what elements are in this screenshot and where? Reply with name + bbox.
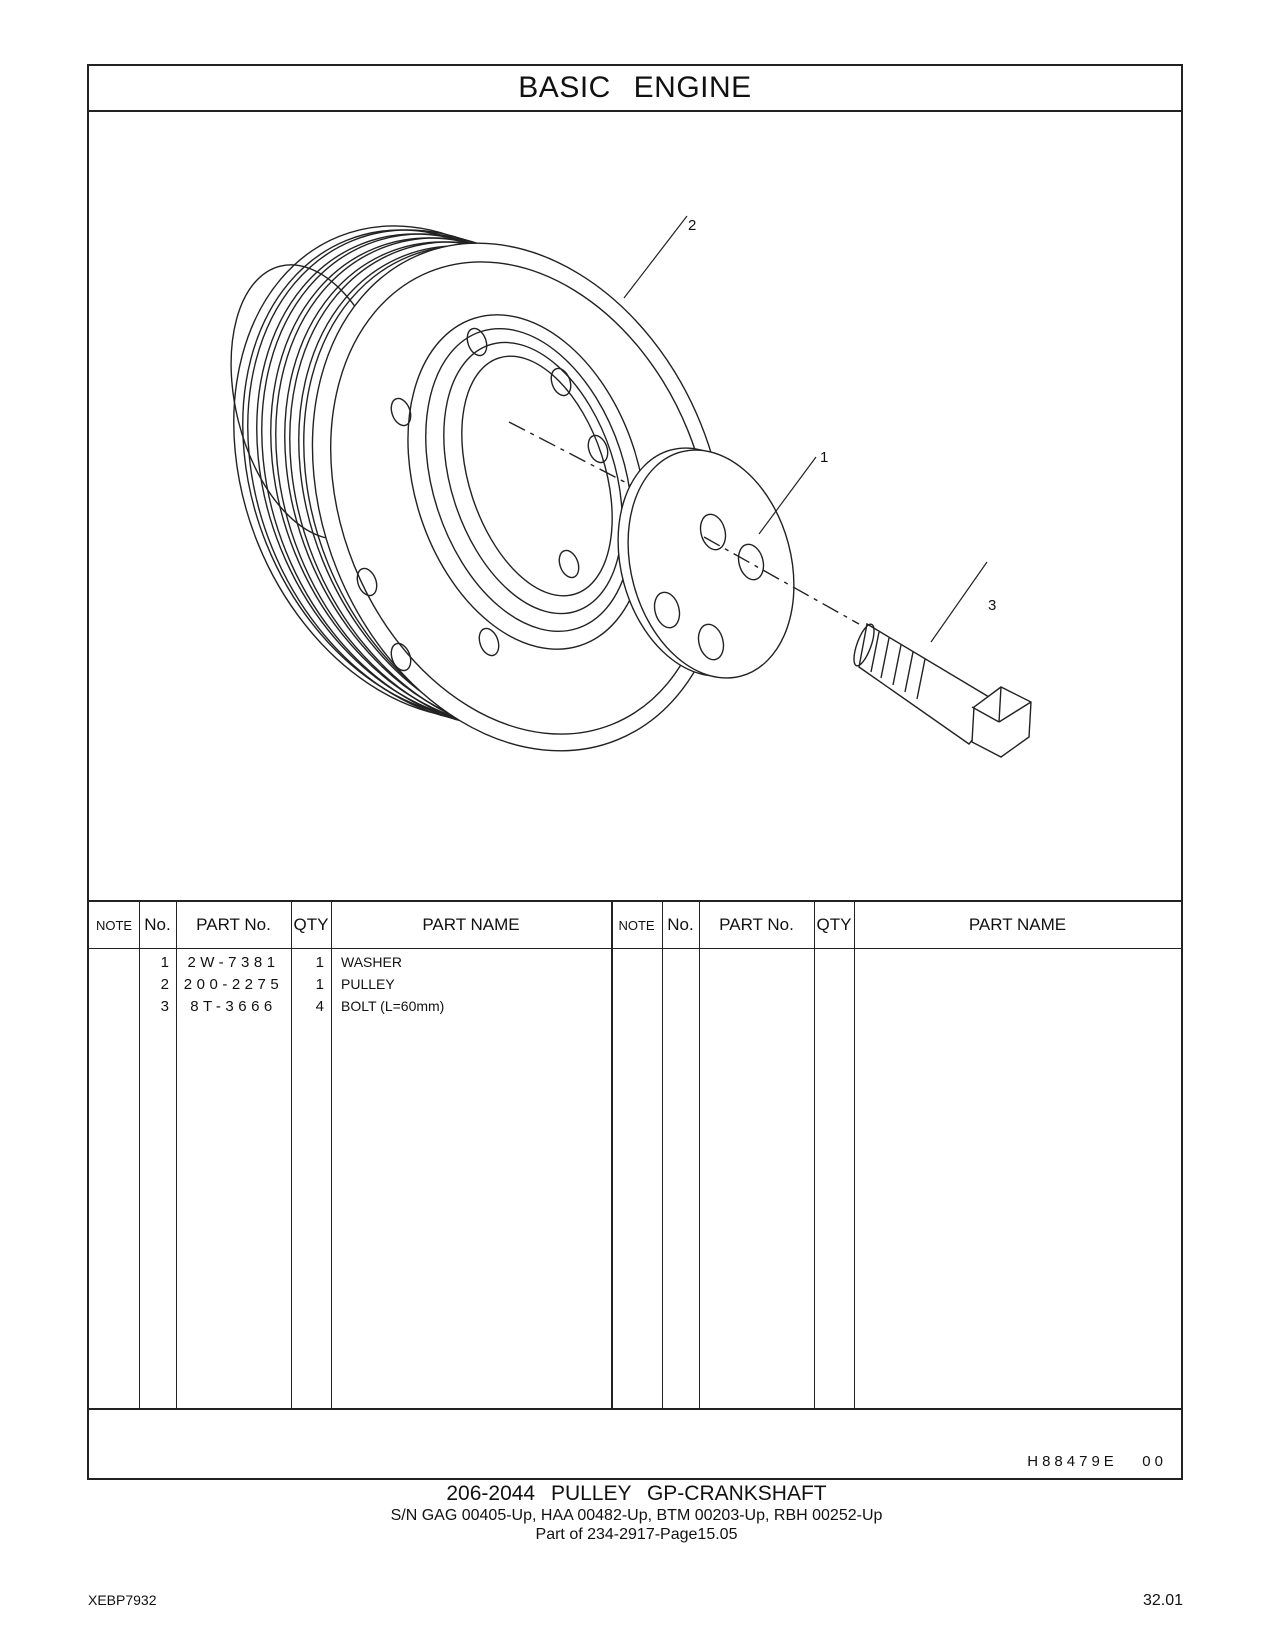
page-number: 32.01 — [1142, 1592, 1183, 1609]
col-note: NOTE — [95, 917, 133, 933]
illustration-code: H88479E 00 — [1027, 1453, 1167, 1470]
col-part-name-right: PART NAME — [968, 915, 1067, 934]
row-2-part-name: PULLEY — [341, 976, 395, 992]
document-id: XEBP7932 — [88, 1592, 157, 1608]
col-part-no: PART No. — [196, 915, 271, 934]
col-divider — [814, 902, 815, 1408]
row-2-qty: 1 — [315, 976, 324, 993]
callout-1: 1 — [820, 449, 829, 466]
row-3-part-no: 8T-3666 — [190, 998, 277, 1015]
col-divider — [699, 902, 700, 1408]
header-divider — [89, 948, 1181, 949]
row-3-qty: 4 — [315, 998, 324, 1015]
col-part-no-right: PART No. — [719, 915, 794, 934]
col-qty: QTY — [293, 915, 329, 934]
caption-title: 206-2044 PULLEY GP-CRANKSHAFT — [446, 1482, 827, 1505]
section-title: BASIC ENGINE — [89, 66, 1181, 112]
callout-3: 3 — [988, 597, 997, 614]
col-note-right: NOTE — [618, 917, 655, 933]
col-divider — [331, 902, 332, 1408]
page-frame — [87, 64, 1183, 1480]
row-3-part-name: BOLT (L=60mm) — [341, 998, 445, 1014]
bolt-drawing — [850, 622, 1031, 757]
col-no: No. — [144, 915, 171, 934]
exploded-view-drawing — [89, 112, 1181, 900]
callout-2: 2 — [688, 217, 697, 234]
row-1-part-no: 2W-7381 — [187, 954, 280, 971]
row-1-no: 1 — [160, 954, 169, 971]
caption-serials: S/N GAG 00405-Up, HAA 00482-Up, BTM 00203-Up, RBH 00252-Up — [390, 1507, 883, 1524]
col-part-name: PART NAME — [422, 915, 520, 934]
row-2-part-no: 200-2275 — [183, 976, 284, 993]
row-1-part-name: WASHER — [341, 954, 402, 970]
center-divider — [611, 902, 613, 1408]
figure-caption — [0, 1482, 1273, 1544]
caption-part-of: Part of 234-2917-Page15.05 — [535, 1526, 738, 1543]
col-divider — [854, 902, 855, 1408]
row-3-no: 3 — [160, 998, 169, 1015]
col-qty-right: QTY — [816, 915, 852, 934]
parts-table — [89, 900, 1181, 1410]
col-no-right: No. — [667, 915, 694, 934]
row-1-qty: 1 — [315, 954, 324, 971]
row-2-no: 2 — [160, 976, 169, 993]
col-divider — [662, 902, 663, 1408]
